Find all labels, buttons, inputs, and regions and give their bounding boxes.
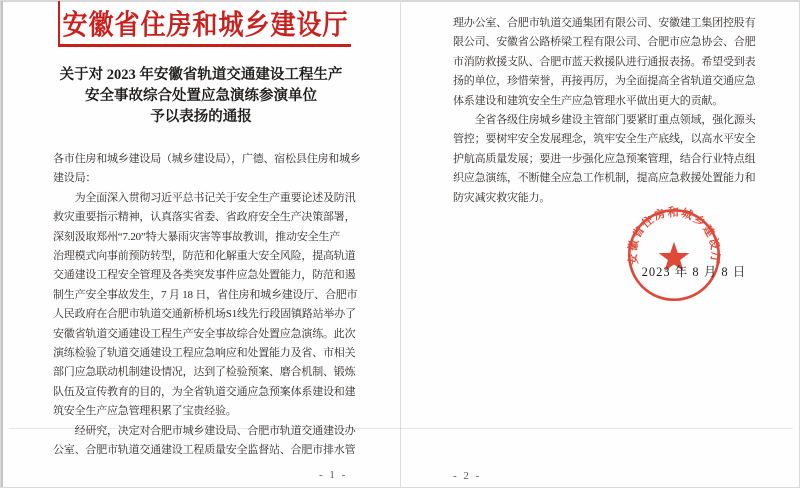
- text-line: 部门应急联动机制建设情况，达到了检验预案、磨合机制、锻炼: [53, 366, 356, 379]
- text-line: 体系建设和建筑安全生产应急管理水平做出更大的贡献。: [453, 94, 723, 107]
- text-line: 队伍及宣传教育的目的，为全省轨道交通应急预案体系建设和建: [53, 385, 356, 398]
- text-line: 人民政府在合肥市轨道交通新桥机场S1线先行段固镇路站举办了: [53, 308, 356, 321]
- page1-body: [53, 150, 365, 461]
- text-line: 演练检验了轨道交通建设工程应急响应和处置能力及省、市相关: [53, 347, 356, 360]
- text-line: 筑安全生产应急管理积累了宝贵经验。: [53, 405, 237, 418]
- text-line: 关于对 2023 年安徽省轨道交通建设工程生产: [59, 67, 343, 83]
- official-seal-icon: [613, 194, 735, 316]
- text-line: 理办公室、合肥市轨道交通集团有限公司、安徽建工集团控股有: [453, 17, 756, 29]
- page1-number: - 1 -: [319, 469, 348, 481]
- text-line: 安全事故综合处置应急演练参演单位: [85, 88, 317, 104]
- text-line: 予以表扬的通报: [150, 109, 252, 125]
- text-line: 全省各级住房城乡建设主管部门要紧盯重点领域，强化源头: [453, 114, 756, 127]
- document-title: [31, 65, 371, 128]
- text-line: 深刻汲取郑州“7.20”特大暴雨灾害等事故教训，推动安全生产: [53, 230, 341, 243]
- text-line: 为全面深入贯彻习近平总书记关于安全生产重要论述及防汛: [53, 191, 356, 204]
- scan-left-edge: [1, 1, 3, 488]
- text-line: 扬的单位，珍惜荣誉，再接再厉，为全面提高全省轨道交通应急: [453, 75, 756, 88]
- salutation: [53, 150, 365, 189]
- text-line: 管控；要树牢安全发展理念，筑牢安全生产底线，以高水平安全: [453, 133, 756, 146]
- paragraph: [453, 14, 765, 111]
- text-line: 交通建设工程安全管理及各类突发事件应急处置能力，防范和遏: [53, 269, 356, 282]
- masthead: [58, 1, 351, 47]
- document-date: 2023 年 8 月 8 日: [641, 265, 747, 279]
- svg-text:安徽省住房和城乡建设厅: 安徽省住房和城乡建设厅: [626, 206, 722, 266]
- text-line: 限公司、安徽省公路桥梁工程有限公司、合肥市应急协会、合肥: [453, 36, 756, 49]
- page-divider: [400, 1, 401, 488]
- text-line: 安徽省轨道交通建设工程生产安全事故综合处置应急演练。此次: [53, 327, 356, 340]
- page2-body: [453, 14, 765, 208]
- text-line: 公室、合肥市轨道交通建设工程质量安全监督站、合肥市排水管: [53, 444, 356, 457]
- text-line: 织应急演练，不断健全应急工作机制，提高应急救援处置能力和: [453, 172, 756, 185]
- text-line: 治理模式向事前预防转型，防范和化解重大安全风险，提高轨道: [53, 250, 356, 263]
- text-line: 防灾减灾救灾能力。: [453, 191, 551, 204]
- page2-number: - 2 -: [453, 470, 482, 482]
- text-line: 市消防救援支队、合肥市蓝天救援队进行通报表扬。希望受到表: [453, 55, 756, 68]
- paragraph: [53, 422, 365, 461]
- text-line: 各市住房和城乡建设局（城乡建设局），广德、宿松县住房和城乡: [53, 153, 361, 165]
- agency-title: 安徽省住房和城乡建设厅: [62, 10, 349, 41]
- paragraph: [53, 189, 365, 422]
- text-line: 救灾重要指示精神，认真落实省委、省政府安全生产决策部署，: [53, 211, 356, 224]
- text-line: 建设局：: [53, 172, 97, 185]
- text-line: 制生产安全事故发生，7 月 18 日，省住房和城乡建设厅、合肥市: [53, 288, 358, 301]
- text-line: 护航高质量发展；要进一步强化应急预案管理，结合行业特点组: [453, 152, 756, 165]
- text-line: 经研究，决定对合肥市城乡建设局、合肥市轨道交通建设办: [53, 424, 356, 437]
